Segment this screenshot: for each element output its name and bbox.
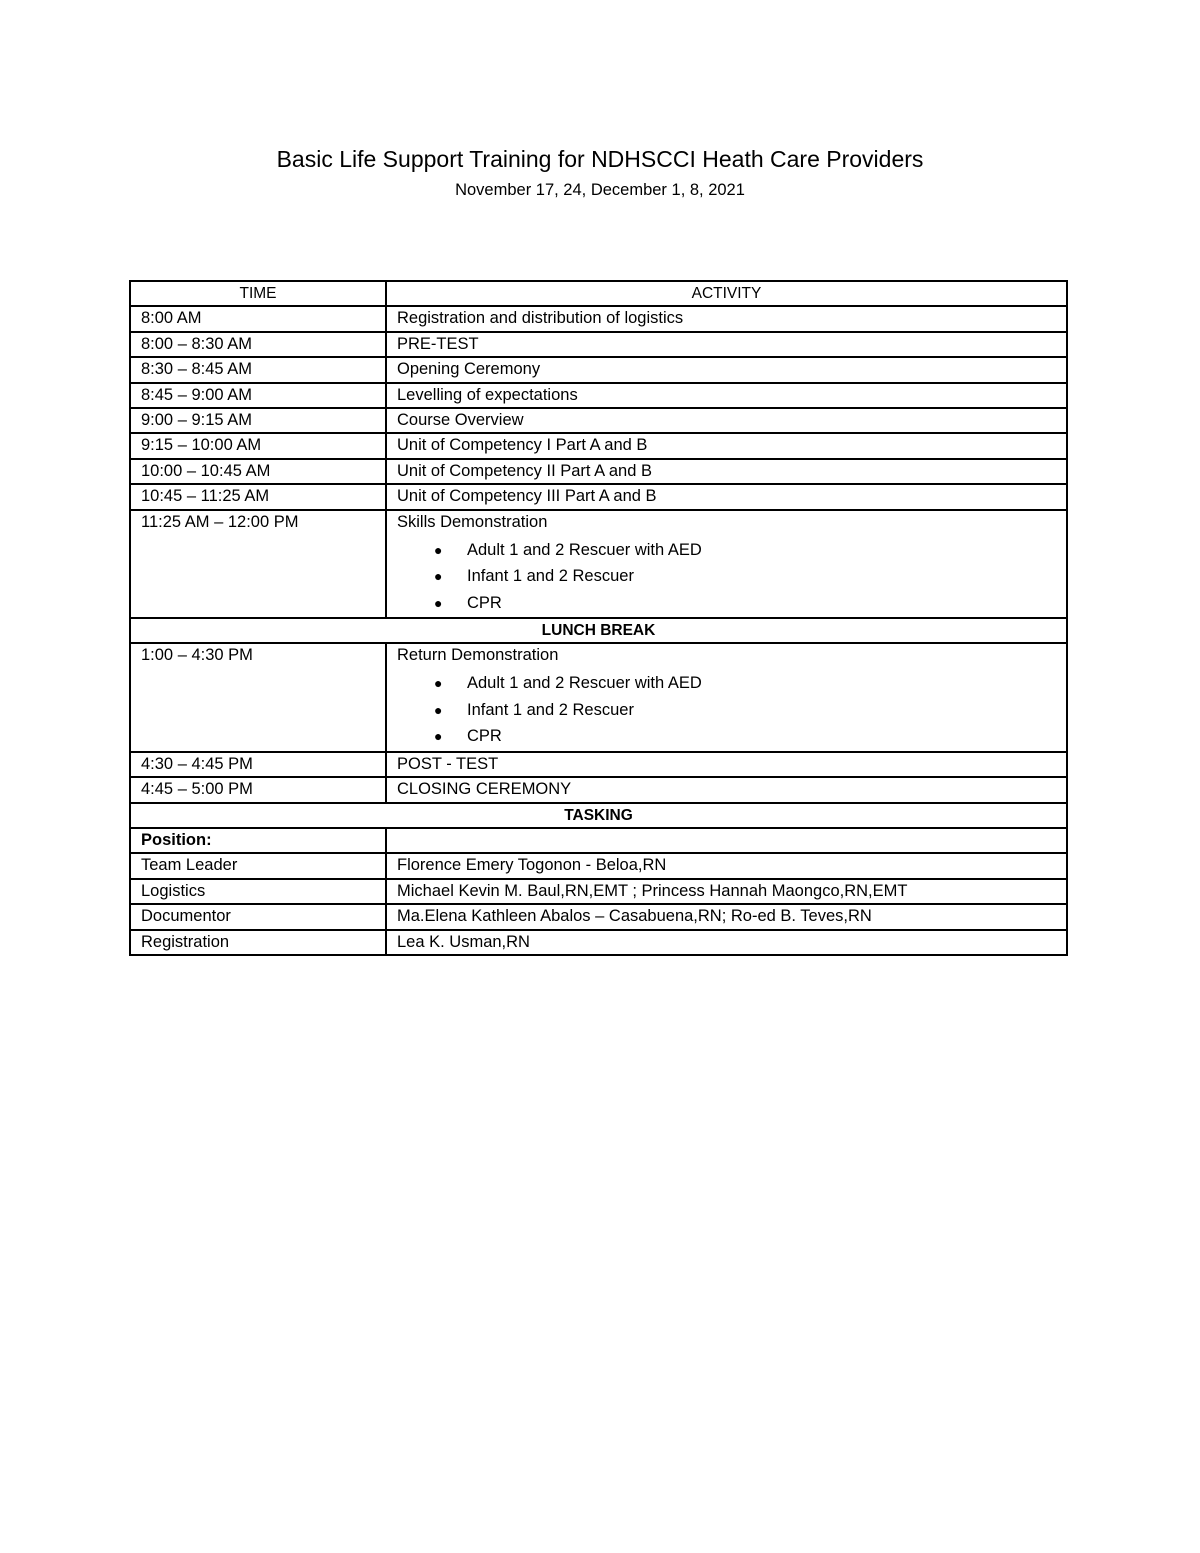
schedule-table bbox=[129, 280, 1068, 956]
time-cell: 10:00 – 10:45 AM bbox=[130, 459, 386, 484]
tasking-label: TASKING bbox=[130, 803, 1067, 828]
time-cell: 8:00 AM bbox=[130, 306, 386, 331]
activity-title: Return Demonstration bbox=[397, 646, 559, 665]
table-row bbox=[130, 904, 1067, 929]
position-header-row bbox=[130, 828, 1067, 853]
position-label: Position: bbox=[130, 828, 386, 853]
empty-cell bbox=[386, 828, 1067, 853]
table-row bbox=[130, 357, 1067, 382]
activity-cell: Course Overview bbox=[386, 408, 1067, 433]
time-cell: 8:00 – 8:30 AM bbox=[130, 332, 386, 357]
activity-cell: Unit of Competency II Part A and B bbox=[386, 459, 1067, 484]
activity-cell: Registration and distribution of logistics bbox=[386, 306, 1067, 331]
time-cell: 11:25 AM – 12:00 PM bbox=[130, 510, 386, 619]
list-item: ● Infant 1 and 2 Rescuer bbox=[467, 563, 1056, 590]
activity-sublist bbox=[397, 537, 1056, 617]
time-cell: 4:45 – 5:00 PM bbox=[130, 777, 386, 802]
table-row bbox=[130, 408, 1067, 433]
activity-cell: Levelling of expectations bbox=[386, 383, 1067, 408]
table-row bbox=[130, 433, 1067, 458]
position-cell: Documentor bbox=[130, 904, 386, 929]
table-row bbox=[130, 510, 1067, 619]
activity-cell: Unit of Competency I Part A and B bbox=[386, 433, 1067, 458]
table-row bbox=[130, 777, 1067, 802]
assignee-cell: Florence Emery Togonon - Beloa,RN bbox=[386, 853, 1067, 878]
activity-cell: Unit of Competency III Part A and B bbox=[386, 484, 1067, 509]
activity-cell bbox=[386, 510, 1067, 619]
activity-cell: PRE-TEST bbox=[386, 332, 1067, 357]
assignee-cell: Ma.Elena Kathleen Abalos – Casabuena,RN; Ro-ed B. Teves,RN bbox=[386, 904, 1067, 929]
tasking-row bbox=[130, 803, 1067, 828]
table-row bbox=[130, 332, 1067, 357]
time-cell: 1:00 – 4:30 PM bbox=[130, 643, 386, 752]
document-dates: November 17, 24, December 1, 8, 2021 bbox=[455, 181, 745, 199]
table-header-row bbox=[130, 281, 1067, 306]
table-row bbox=[130, 879, 1067, 904]
table-row bbox=[130, 752, 1067, 777]
time-cell: 10:45 – 11:25 AM bbox=[130, 484, 386, 509]
activity-cell: CLOSING CEREMONY bbox=[386, 777, 1067, 802]
table-row bbox=[130, 853, 1067, 878]
list-item: ● Infant 1 and 2 Rescuer bbox=[467, 697, 1056, 724]
time-cell: 9:15 – 10:00 AM bbox=[130, 433, 386, 458]
table-row bbox=[130, 383, 1067, 408]
bullet-icon: ● bbox=[434, 568, 443, 585]
time-cell: 8:45 – 9:00 AM bbox=[130, 383, 386, 408]
bullet-icon: ● bbox=[434, 594, 443, 611]
table-row bbox=[130, 930, 1067, 955]
bullet-icon: ● bbox=[434, 728, 443, 745]
list-item: ● CPR bbox=[467, 723, 1056, 750]
lunch-break-label: LUNCH BREAK bbox=[130, 618, 1067, 643]
column-header-time: TIME bbox=[130, 281, 386, 306]
bullet-icon: ● bbox=[434, 541, 443, 558]
time-cell: 8:30 – 8:45 AM bbox=[130, 357, 386, 382]
bullet-icon: ● bbox=[434, 675, 443, 692]
table-row bbox=[130, 306, 1067, 331]
table-row bbox=[130, 459, 1067, 484]
assignee-cell: Michael Kevin M. Baul,RN,EMT ; Princess Hannah Maongco,RN,EMT bbox=[386, 879, 1067, 904]
position-cell: Logistics bbox=[130, 879, 386, 904]
table-row bbox=[130, 484, 1067, 509]
position-cell: Team Leader bbox=[130, 853, 386, 878]
column-header-activity: ACTIVITY bbox=[386, 281, 1067, 306]
activity-cell: Opening Ceremony bbox=[386, 357, 1067, 382]
list-item: ● Adult 1 and 2 Rescuer with AED bbox=[467, 670, 1056, 697]
list-item: ● CPR bbox=[467, 590, 1056, 617]
position-cell: Registration bbox=[130, 930, 386, 955]
table-row bbox=[130, 643, 1067, 752]
time-cell: 4:30 – 4:45 PM bbox=[130, 752, 386, 777]
document-title: Basic Life Support Training for NDHSCCI Heath Care Providers bbox=[276, 146, 924, 172]
activity-title: Skills Demonstration bbox=[397, 512, 548, 531]
time-cell: 9:00 – 9:15 AM bbox=[130, 408, 386, 433]
activity-cell bbox=[386, 643, 1067, 752]
lunch-break-row bbox=[130, 618, 1067, 643]
list-item: ● Adult 1 and 2 Rescuer with AED bbox=[467, 537, 1056, 564]
activity-cell: POST - TEST bbox=[386, 752, 1067, 777]
bullet-icon: ● bbox=[434, 701, 443, 718]
activity-sublist bbox=[397, 670, 1056, 750]
assignee-cell: Lea K. Usman,RN bbox=[386, 930, 1067, 955]
